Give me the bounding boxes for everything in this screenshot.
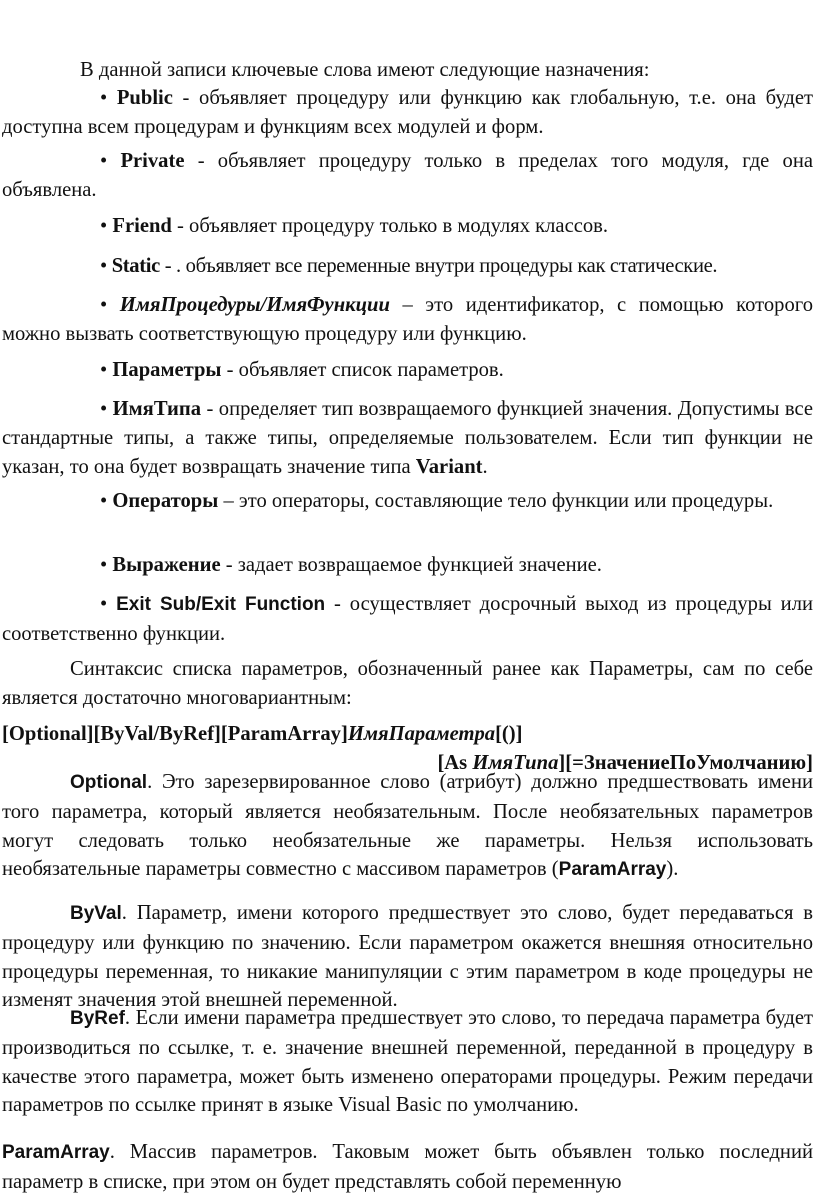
list-item-private (2, 147, 813, 205)
keyword-byval: ByVal (70, 903, 122, 924)
paragraph-tail: ). (666, 858, 679, 881)
bullet: • (100, 359, 108, 381)
paragraph-optional (2, 768, 813, 885)
list-item-public (2, 84, 813, 142)
list-item-procedure-name (2, 291, 813, 349)
keyword-paramarray: ParamArray (558, 859, 667, 881)
item-description: - объявляет процедуру только в пределах того модуля, где она объявлена. (2, 150, 813, 201)
paragraph-paramarray (2, 1138, 813, 1197)
syntax-intro: Синтаксис списка параметров, обозначенный ранее как Параметры, сам по себе является достаточно многовариантным: (2, 658, 813, 709)
list-item-operators (2, 487, 813, 516)
keyword-paramarray-heading: ParamArray (2, 1142, 110, 1163)
item-description: - . объявляет все переменные внутри процедуры как статические. (159, 255, 718, 277)
keyword-exit: Exit Sub/Exit Function (116, 594, 326, 615)
keyword-byref: ByRef (70, 1008, 125, 1029)
bullet: • (100, 294, 108, 316)
syntax-type-name: ИмяТипа (472, 752, 559, 774)
paragraph-text: . Массив параметров. Таковым может быть объявлен только последний параметр в списке, при этом он будет представлять собой переменную (2, 1141, 813, 1193)
bullet: • (100, 87, 108, 109)
bullet: • (100, 255, 107, 277)
bullet: • (100, 215, 108, 237)
bullet: • (100, 554, 108, 576)
item-description: – это операторы, составляющие тело функции или процедуры. (218, 490, 774, 512)
keyword-expression: Выражение (112, 554, 221, 576)
syntax-param-name: ИмяПараметра (347, 723, 496, 745)
list-item-exit (2, 590, 813, 649)
bullet: • (100, 490, 108, 512)
item-description: – это идентификатор, с помощью которого можно вызвать соответствующую процедуру или функцию. (2, 294, 813, 345)
list-item-expression (2, 551, 813, 580)
bullet: • (100, 593, 108, 615)
syntax-as: [As (437, 752, 473, 774)
item-description: - объявляет список параметров. (221, 359, 504, 381)
keyword-operators: Операторы (112, 490, 219, 512)
keyword-friend: Friend (112, 215, 172, 237)
bullet: • (100, 398, 108, 420)
keyword-private: Private (120, 150, 185, 172)
syntax-line-1 (2, 720, 523, 749)
list-item-static (2, 252, 813, 281)
keyword-optional: Optional (70, 772, 148, 793)
keyword-type-name: ИмяТипа (112, 398, 202, 420)
bullet: • (100, 150, 108, 172)
keyword-variant: Variant (415, 455, 483, 478)
keyword-static: Static (111, 255, 160, 277)
list-item-friend (2, 212, 813, 241)
paragraph-text: . Если имени параметра предшествует это слово, то передача параметра будет производиться по ссылке, т. е. значение внешней переменной, переданной в процедуру в качестве этого параметра, может быть изменено операторами процедуры. Режим передачи параметров по ссылке принят в языке Visual Basic по умолчанию. (2, 1007, 813, 1117)
keyword-procedure-name: ИмяПроцедуры/ИмяФункции (119, 294, 390, 316)
paragraph-byref (2, 1004, 813, 1120)
paragraph-text: . Это зарезервированное слово (атрибут) должно предшествовать имени того параметра, который является необязательным. После необязательных параметров могут следовать только необязательные же параметры. Нельзя использовать необязательные параметры совместно с массивом параметров ( (2, 771, 813, 881)
syntax-default: ][=ЗначениеПоУмолчанию] (558, 752, 813, 774)
item-description: - объявляет процедуру только в модулях классов. (171, 215, 609, 237)
item-description: - задает возвращаемое функцией значение. (220, 554, 602, 576)
syntax-modifiers: [Optional][ByVal/ByRef][ParamArray] (2, 723, 348, 745)
syntax-array-brackets: [()] (495, 723, 523, 745)
keyword-parameters: Параметры (112, 359, 222, 381)
item-description: - объявляет процедуру или функцию как глобальную, т.е. она будет доступна всем процедурам и функциям всех модулей и форм. (2, 87, 813, 138)
item-description: - осуществляет досрочный выход из процедуры или соответственно функции. (2, 593, 813, 645)
keyword-public: Public (116, 87, 173, 109)
item-tail: . (482, 455, 488, 478)
paragraph-text: . Параметр, имени которого предшествует это слово, будет передаваться в процедуру или функцию по значению. Если параметром окажется внешняя относительно процедуры переменная, то никакие манипуляции с этим параметром в коде процедуры не изменят значения этой внешней переменной. (2, 902, 813, 1012)
list-item-parameters (2, 356, 813, 385)
list-item-type-name (2, 395, 813, 481)
item-description: - определяет тип возвращаемого функцией значения. Допустимы все стандартные типы, а также типы, определяемые пользователем. Если тип функции не указан, то она будет возвращать значение типа (2, 398, 813, 478)
intro-text: В данной записи ключевые слова имеют следующие назначения: (80, 59, 650, 81)
paragraph-byval (2, 899, 813, 1015)
